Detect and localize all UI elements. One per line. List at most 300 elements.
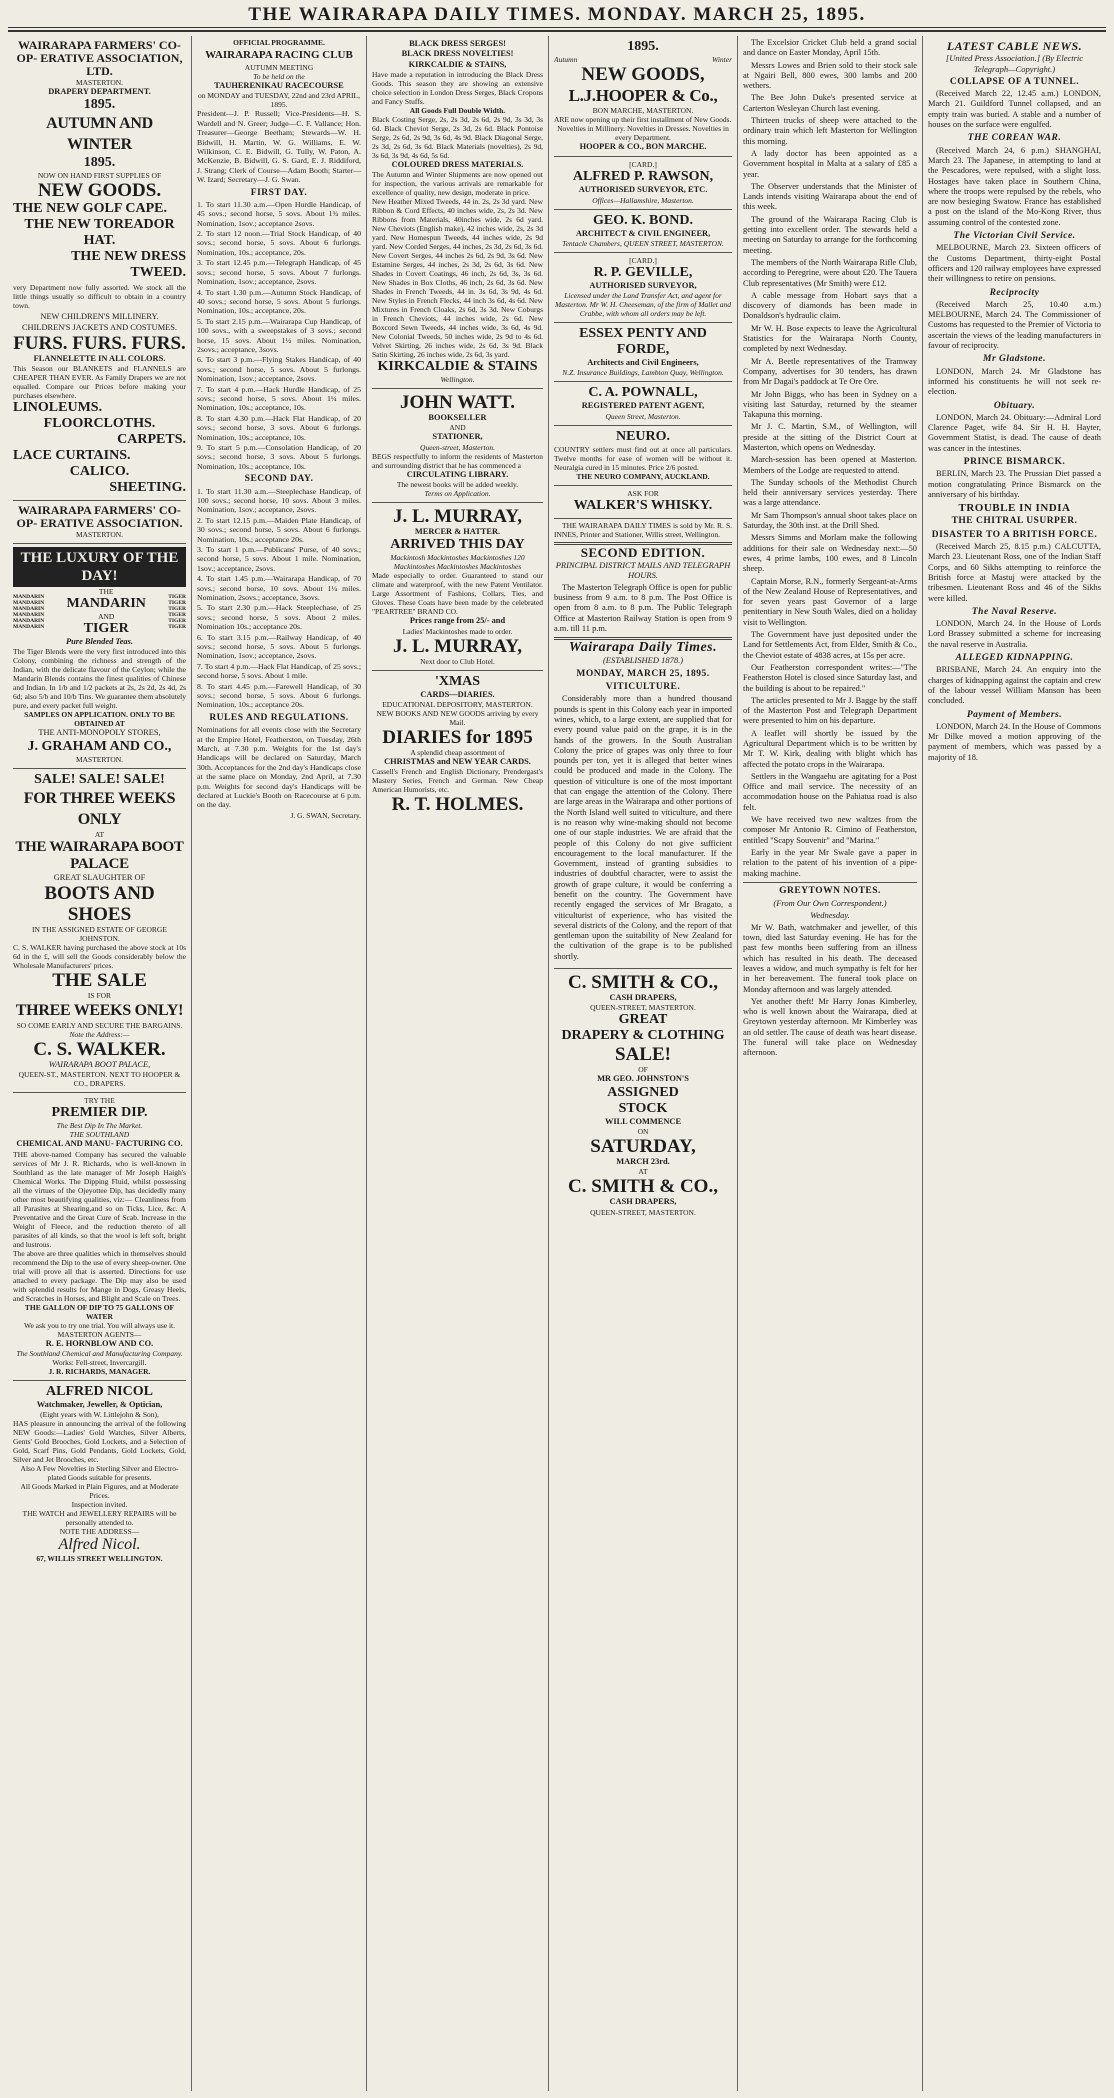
sale-text: C. S. WALKER having purchased the above stock at 10s 6d in the £, will sell the Goods considerably below the Wholesale Manufacturers' prices. <box>13 943 186 971</box>
cable-h1: COLLAPSE OF A TUNNEL. <box>949 76 1080 87</box>
cricket-item: The Excelsior Cricket Club held a grand social and dance on Easter Monday, April 15th. <box>743 38 917 58</box>
watt-stat: STATIONER, <box>432 432 483 442</box>
black-l2: BLACK DRESS NOVELTIES! <box>401 49 514 59</box>
racing-club: WAIRARAPA RACING CLUB <box>205 49 353 61</box>
racing-prog: OFFICIAL PROGRAMME. <box>233 38 325 47</box>
tiger-word: TIGER <box>168 606 186 613</box>
paper-name: Wairarapa Daily Times. <box>568 640 718 656</box>
cable-t11: LONDON, March 24. In the House of Commons Mr Dilke moved a motion approving of the payment of members, which was passed by a majority of 18. <box>928 721 1101 762</box>
farmers-coop-ad <box>13 36 186 501</box>
coop-blankets: This Season our BLANKETS and FLANNELS are CHEAPER THAN EVER. As Family Drapers we are not equalled. Compare our Prices before making your purchases elsewhere. <box>13 364 186 401</box>
card-trade: AUTHORISED SURVEYOR, <box>589 280 697 290</box>
hooper-winter: Winter <box>712 55 732 64</box>
sale-three-weeks: THREE WEEKS ONLY! <box>15 1002 184 1020</box>
xmas-head: 'XMAS <box>434 673 481 689</box>
race-item: 1. To start 11.30 a.m.—Steeplechase Handicap, of 100 sovs.; second horse, 10 sovs. About 3 miles. Nomination, 1sov.; acceptance, 2sovs. <box>197 486 361 515</box>
card-trade: ARCHITECT & CIVIL ENGINEER, <box>575 228 711 238</box>
coop-millinery: NEW CHILDREN'S MILLINERY. <box>40 312 159 322</box>
race-item: 5. To start 2.30 p.m.—Hack Steeplechase, of 25 sovs.; second horse, 5 sovs. About 2 miles. Nomination 10s.; acceptance 20s. <box>197 603 361 632</box>
times-editorial <box>554 519 732 968</box>
columns <box>8 36 1106 2091</box>
holmes-ad <box>372 671 543 820</box>
murray-trade: MERCER & HATTER. <box>414 527 501 537</box>
smith-assigned: ASSIGNED <box>607 1084 679 1100</box>
neuro-ad <box>554 426 732 486</box>
tea-text: The Tiger Blends were the very first introduced into this Colony, combining the richness and strength of the Indian, with the delicate flavour of the Ceylon; while the Mandarin Blends contains the finest qualities of Chinese and Indian. In 1/b and 1/2 packets at 2s, 2s 2d, 2s 4d, 2s 6d; also 5/b and 10/b Tins. We guarantee them absolutely pure, and every packet full weight. <box>13 647 186 711</box>
smith-drapery: DRAPERY & CLOTHING <box>561 1028 725 1044</box>
news-item: The articles presented to Mr J. Bagge by the staff of the Masterton Post and Telegraph Department were presented to him on his departure. <box>743 695 917 726</box>
cable-t10: BRISBANE, March 24. An enquiry into the charges of kidnapping against the captain and crew of the labour vessel William Manson has been concluded. <box>928 665 1101 706</box>
nicol-signature: Alfred Nicol. <box>58 1536 141 1554</box>
premier-dip-content <box>13 1093 186 1380</box>
black-list: New Heather Mixed Tweeds, 44 in. 2s, 2s 3d yard. New Ribbon & Cord Effects, 40 inches wide, 2s, 2s 3d. New Ribbons from Materials, 40inches wide, 2s 6d yard. New Cheviots (English make), 42 inches wide, 2s, 2s 3d yard. New Homespun Tweeds, 44 inches wide, 2s 9d yard. New Corded Serges, 44 inches, 2s 3d, 2s 6d, 3s 6d. New Covert Serges, 44 inches 2s 6d, 2s 9d, 3s 6d. New Estamine Serges, 44 inches, 2s 3d, 2s 6d, 3s 6d. New Shades in Covert Coatings, 46 inch, 2s 6d, 3s, 3s 6d. New Shades in Box Cloths, 46 inch, 2s 6d, 3s 6d. New Shades in French Tweeds, 44 in. 3s 6d, 3s 9d, 4s 6d. New Styles in French Flecks, 44 inch 3s 6d, 4s 6d. New Mixtures in French Cloaks, 2s 6d, 3s 3d. New Coburgs in French Cheviots, 44 inches wide, 2s 6d. New Boxcord Sewn Tweeds, 44 inches wide, 3s 6d, 4s 9d. New Colonial Tweeds, 50 inches wide, 2s 9d to 4s 6d. Velvet Skirting, 26 inches wide, 2s 6d, 3s 9d. Black Satin Skirting, 26 inches wide, 2s 6d, 3s yard. <box>372 197 543 360</box>
race-item: 2. To start 12 noon.—Trial Stock Handicap, of 40 sovs.; second horse, 5 sovs. About 6 furlongs. Nomination, 10s.; acceptance, 20s. <box>197 229 361 257</box>
professional-cards <box>554 157 732 425</box>
greytown-sub: (From Our Own Correspondent.) <box>773 898 887 909</box>
nicol-years: (Eight years with W. Littlejohn & Son), <box>40 1410 159 1420</box>
professional-card <box>554 157 732 209</box>
cable-t2: (Received March 24, 6 p.m.) SHANGHAI, March 23. The Japanese, in attempting to land at the Pescadores, were repulsed, with a slight loss. Hostages have taken place in Southern China, where the troops were repulsed by the rebels, who are now besieging Swatow. France has established a post on the island of the Mo-Kong River, thus assuming control of the contested zone. <box>928 145 1101 227</box>
smith-sale: SALE! <box>615 1044 671 1066</box>
coop-note: very Department now fully assorted. We stock all the little things usually so difficult to obtain in a country town. <box>13 283 186 311</box>
premier-price: THE GALLON OF DIP TO 75 GALLONS OF WATER <box>24 1302 175 1321</box>
nicol-note: NOTE THE ADDRESS— <box>59 1527 140 1537</box>
mandarin-tiger-ad <box>13 544 186 769</box>
premier-more: The above are three qualities which in themselves should recommend the Dip to the use of every sheep-owner. One trial will prove all that is asserted. Directions for use attached to every package. The Dip may also be used with splendid results for Mange in Dogs, Greasy Heels, and Scratches in Horses, and Blight and Scale on Trees. <box>13 1248 186 1303</box>
black-coloured: COLOURED DRESS MATERIALS. <box>391 159 524 169</box>
smith-at: AT <box>638 1167 648 1177</box>
news-item: We have received two new waltzes from the composer Mr Antonio R. Cimino of Featherston, entitled "Scapy Souvenir" and "Marina." <box>743 815 917 845</box>
card-name: ALFRED P. RAWSON, <box>572 169 714 185</box>
cable-h2: THE COREAN WAR. <box>967 133 1062 144</box>
mandarin-word: MANDARIN <box>13 600 45 607</box>
murray-arrived: ARRIVED THIS DAY <box>390 537 525 553</box>
black-items: Black Costing Serge, 2s, 2s 3d, 2s 6d, 2s 9d, 3s 3d, 3s 6d. Black Cheviot Serge, 2s 3d, 2s 6d. Black Pontoise Serge, 2s 6d, 2s 9d, 3s 6d, 4s 9d. Black Diagonal Serge, 2s 3d, 2s 6d, 3s 6d. Black Materials (novelties), 2s 9d, 3s 6d, 3s 9d, 4s 6d, 5s 6d. <box>372 114 543 160</box>
coop-childrens: CHILDREN'S JACKETS AND COSTUMES. <box>21 322 178 332</box>
premier-manager: J. R. RICHARDS, MANAGER. <box>48 1366 151 1376</box>
coop-furs: FURS. FURS. FURS. <box>13 332 186 354</box>
hooper-addr: BON MARCHE, MASTERTON. <box>592 106 694 115</box>
divider <box>743 882 917 883</box>
race-item: 6. To start 3 p.m.—Flying Stakes Handicap, of 40 sovs.; second horse, 5 sovs. About 5 furlongs. Nomination, 1sov.; acceptance, 2sovs. <box>197 355 361 384</box>
coop2-name: WAIRARAPA FARMERS' CO-OP- ERATIVE ASSOCIATION. <box>16 503 183 531</box>
card-name: R. P. GEVILLE, <box>593 264 693 280</box>
mandarin-word: MANDARIN <box>13 594 45 601</box>
cable-h3: The Victorian Civil Service. <box>953 231 1076 242</box>
column-5 <box>738 36 923 2091</box>
premier-chem: CHEMICAL AND MANU- FACTURING CO. <box>16 1139 183 1149</box>
hooper-ad <box>554 36 732 157</box>
coop2-town: MASTERTON. <box>75 530 124 540</box>
hooper-new: NEW GOODS, <box>581 64 705 85</box>
cable-head: LATEST CABLE NEWS. <box>946 39 1083 53</box>
tea-name-block <box>13 587 186 637</box>
neuro-head: NEURO. <box>615 428 671 444</box>
smith-will: WILL COMMENCE <box>604 1116 682 1126</box>
cable-t7: BERLIN, March 23. The Prussian Diet passed a motion congratulating Prince Bismarck on the anniversary of his birthday. <box>928 469 1101 499</box>
hooper-list: Novelties in Millinery. Novelties in Dresses. Novelties in every Department. <box>557 124 729 142</box>
card-address: Queen Street, Masterton. <box>605 411 681 421</box>
smith-sat: SATURDAY, <box>590 1135 696 1157</box>
mandarin-stack <box>13 594 44 630</box>
watt-ad <box>372 389 543 503</box>
cable-h5: Mr Gladstone. <box>983 354 1046 365</box>
racing-secretary: J. G. SWAN, Secretary. <box>290 810 361 820</box>
race-item: 3. To start 12.45 p.m.—Telegraph Handicap, of 45 sovs.; second horse, 5 sovs. About 7 furlongs. Nomination, 1sov.; acceptance, 2sovs. <box>197 258 361 287</box>
xmas-diaries: DIARIES for 1895 <box>382 726 533 748</box>
mails-sub: PRINCIPAL DISTRICT MAILS AND TELEGRAPH HOURS. <box>555 560 731 581</box>
card-address: Offices—Hallamshire, Masterton. <box>592 195 694 205</box>
news-item: March-session has been opened at Masterton. Members of the Lodge are requested to attend. <box>743 455 917 475</box>
coop-flannelette: FLANNELETTE IN ALL COLORS. <box>33 353 166 363</box>
xmas-edu: EDUCATIONAL DEPOSITORY, MASTERTON. <box>382 699 533 709</box>
cable-h10: ALLEGED KIDNAPPING. <box>955 653 1074 664</box>
card-name: C. A. POWNALL, <box>588 385 698 401</box>
black-l3: KIRKCALDIE & STAINS, <box>408 59 507 69</box>
news-item: Mr John Biggs, who has been in Sydney on a visiting last Saturday, returned by the steamer Takapuna this morning. <box>743 389 917 420</box>
nicol-addr: 67, WILLIS STREET WELLINGTON. <box>36 1554 163 1564</box>
xmas-new: NEW BOOKS AND NEW GOODS arriving by every Mail. <box>376 708 539 727</box>
cable-h6: Obituary. <box>993 400 1036 411</box>
xmas-text: Cassell's French and English Dictionary, Prendergast's Mastery Series, French and German. New Cheap American Humorists, etc. <box>372 767 543 795</box>
news-item: A leaflet will shortly be issued by the Agricultural Department which is to be written by Mr T. W. Kirk, dealing with blight which has affected the potato crops in the Wairarapa. <box>743 728 917 769</box>
greytown-day: Wednesday. <box>810 910 850 921</box>
smith-date: MARCH 23rd. <box>616 1156 670 1166</box>
tiger-word: TIGER <box>168 624 186 631</box>
cable-h9: The Naval Reserve. <box>971 606 1058 617</box>
smith-of: OF <box>638 1065 648 1075</box>
smith-stock: STOCK <box>618 1100 668 1116</box>
racing-rules: Nominations for all events close with the Secretary at the Empire Hotel, Featherston, on Tuesday, 26th March, at 7.30 p.m. Weights for the 1st day's Handicaps will be declared on Saturday, March 30th. Acceptances for the 2nd day's Handicaps close at the same place on Monday, 2nd April, at 7.30 p.m. Weights for second day's Handicaps will be declared at Luckie's Booth on Racecourse at 6 p.m. on the day. <box>197 725 361 810</box>
professional-card <box>554 323 732 382</box>
news-item: The Bee John Duke's presented service at Carterton Wesleyan Church last evening. <box>743 93 917 113</box>
cable-t5: LONDON, March 24. Mr Gladstone has informed his constituents he will not seek re-election. <box>928 366 1101 397</box>
sale-cry: SALE! SALE! SALE! <box>34 771 165 787</box>
murray-stock: Mackintosh Mackintoshes Mackintoshes 120 Mackintoshes Mackintoshes Mackintoshes <box>390 553 525 572</box>
race-item: 9. To start 5 p.m.—Consolation Handicap, of 20 sovs.; second horse, 3 sovs. About 5 furlongs. Nomination, 10s.; acceptance, 10s. <box>197 443 361 471</box>
masthead-title: THE WAIRARAPA DAILY TIMES. MONDAY. MARCH 25, 1895. <box>248 4 866 25</box>
premier-agent-sub: The Southland Chemical and Manufacturing Company. <box>16 1348 183 1358</box>
mandarin-word: MANDARIN <box>13 624 45 631</box>
hooper-text: ARE now opening up their first installment of New Goods. <box>554 115 732 124</box>
tea-tiger: TIGER <box>83 621 129 637</box>
nicol-ad <box>13 1380 186 1567</box>
column-6 <box>923 36 1106 2091</box>
nicol-trade: Watchmaker, Jeweller, & Optician, <box>36 1399 163 1409</box>
coop-floorcloths: FLOORCLOTHS. <box>43 416 156 432</box>
racing-dates: on MONDAY and TUESDAY, 22nd and 23rd APRIL, 1895. <box>197 91 361 110</box>
murray-prices: Prices range from 25/- and <box>409 616 506 626</box>
card-tag: [CARD.] <box>629 160 657 170</box>
second-day-list <box>197 487 361 710</box>
news-item: Our Featherston correspondent writes:—"The Featherston Hotel is closed since Saturday last, and the building is about to be repaired." <box>743 662 917 693</box>
first-day-list <box>197 200 361 471</box>
murray-name: J. L. MURRAY, <box>393 506 522 528</box>
mandarin-word: MANDARIN <box>13 618 45 625</box>
black-more: The Autumn and Winter Shipments are now opened out for inspection, the various arrivals are remarkable for excellence of quality, new design, moderate in price. <box>372 170 543 198</box>
cable-t3: MELBOURNE, March 23. Sixteen officers of the Customs Department, thirty-eight Postal officers and 120 railway employees have expressed their willingness to retire on pensions. <box>928 243 1101 284</box>
neuro-firm: THE NEURO COMPANY, AUCKLAND. <box>576 471 710 481</box>
racing-second-day: SECOND DAY. <box>244 474 314 485</box>
news-list <box>743 61 917 879</box>
race-item: 4. To start 1.30 p.m.—Autumn Stock Handicap, of 40 sovs.; second horse, 5 sovs. About 5 furlongs. Nomination, 10s.; acceptance, 20s. <box>197 287 361 316</box>
paper-established: (ESTABLISHED 1878.) <box>602 655 684 666</box>
greytown-head: GREYTOWN NOTES. <box>779 885 881 896</box>
luxury-heading: THE LUXURY OF THE DAY! <box>13 547 186 587</box>
premier-dip-ad <box>13 1093 186 1567</box>
nicol-repairs: THE WATCH and JEWELLERY REPAIRS will be personally attended to. <box>22 1509 177 1528</box>
professional-card <box>554 382 732 425</box>
greytown-text: Mr W. Bath, watchmaker and jeweller, of this town, died last Saturday evening. He has for the past few months been suffering from an illness which has resulted in his death. The deceased leaves a widow, and much sympathy is felt for her in her bereavement. The funeral took place on Monday afternoon and was largely attended. <box>743 922 917 994</box>
col1-bottom <box>13 1093 186 1567</box>
coop-year-2: 1895. <box>83 155 116 171</box>
watt-text: BEGS respectfully to inform the residents of Masterton and surrounding district that he has commenced a <box>372 451 543 470</box>
sale-addr: QUEEN-ST., MASTERTON. NEXT TO HOOPER & CO., DRAPERS. <box>18 1070 181 1089</box>
card-address: Licensed under the Land Transfer Act, and agent for Masterton. Mr W. H. Cheeseman, of the firm of Mallet and Crabbe, with whom all orders may be left. <box>555 291 731 319</box>
news-item: Mr W. H. Bose expects to leave the Agricultural Statistics for the Wairarapa North County, completed by next Wednesday. <box>743 323 917 354</box>
xmas-holmes: R. T. HOLMES. <box>391 794 524 816</box>
boot-palace-ad <box>13 769 186 1094</box>
cable-t6: LONDON, March 24. Obituary:—Admiral Lord Clarence Paget, wife 84. Sir H. H. Hayter, Government Statist, is dead. The cause of death was cancer in the intestines. <box>928 412 1101 453</box>
racing-first-day: FIRST DAY. <box>250 187 308 198</box>
coop-name: WAIRARAPA FARMERS' CO-OP- ERATIVE ASSOCIATION, LTD. <box>16 38 183 78</box>
column-4 <box>549 36 738 2091</box>
premier-ask: We ask you to try one trial. You will always use it. <box>23 1320 176 1330</box>
coop-goods: NEW GOODS. <box>37 180 162 202</box>
paper-date: MONDAY, MARCH 25, 1895. <box>576 668 710 679</box>
cable-h8: TROUBLE IN INDIA <box>958 502 1071 515</box>
coop-sheeting: SHEETING. <box>109 480 186 496</box>
murray-ad <box>372 503 543 671</box>
news-item: The members of the North Wairarapa Rifle Club, according to Peregrine, were about £20. The Tauera Club representatives (Mr Smith) were £12. <box>743 257 917 288</box>
race-item: 3. To start 1 p.m.—Publicans' Purse, of 40 sovs.; second horse, 5 sovs. About 1 mile. Nomination, 1sov.; acceptance, 2sovs. <box>197 544 361 573</box>
hooper-autumn: Autumn <box>554 55 578 64</box>
watt-lib: CIRCULATING LIBRARY. <box>406 469 509 479</box>
black-all: All Goods Full Double Width. <box>409 105 506 115</box>
masthead-rule <box>8 27 1106 32</box>
race-item: 5. To start 2.15 p.m.—Wairarapa Cup Handicap, of 100 sovs., with a sweepstakes of 3 sovs.; second horse, 15 sovs. About 1½ miles. Nomination, 2sovs.; acceptance, 3sovs. <box>197 316 361 354</box>
tea-mandarin: MANDARIN <box>66 596 146 612</box>
farmers-coop-ad-2 <box>13 501 186 544</box>
watt-addr: Queen-street, Masterton. <box>420 442 495 452</box>
premier-text: THE above-named Company has secured the valuable services of Mr J. R. Richards, who is well-known in Southland as the late manager of Mr Joseph Haigh's Chemical Works. The Dipping Fluid, whilst possessing all the virtues of the Ojeyottee Dip, has decidedly many other most beautifying qualities, viz:— Cleanliness from all Parasites at Shearing,and so on Ticks, Lice, &c. A Preventative and the Great Cure of Scab. Increase in the Weight of Fleece, and the reduction thereto of all parasites of all kinds, so that the wool is left soft, bright and lustrous. <box>13 1149 186 1249</box>
watt-books: The newest books will be added weekly. <box>396 480 519 490</box>
neuro-text: COUNTRY settlers must find out at once all particulars. Twelve months for ease of women will be without it. Neuralgia cured in 15 minutes. Price 2/6 posted. <box>554 444 732 472</box>
racing-officers: President—J. P. Russell; Vice-Presidents—H. S. Wardell and N. Greer; Judge—C. F. Vallance; Hon. Treasurer—George Beetham; Stewards—W. H. Bidwill, H. Martin, W. G. Williams, E. W. Wilkinson, C. E. Bidwill, G. Tully, W. Paton, A. McKenzie, B. Bidwill, G. S. Gard, E. J. Riddiford, J. Strang; Clerk of Course—Adam Booth; Starter—W. Izard; Secretary—J. G. Swan. <box>197 109 361 185</box>
news-item: Mr J. C. Martin, S.M., of Wellington, will preside at the sitting of the District Court at Masterton, which opens on Wednesday. <box>743 422 917 452</box>
coop-now: NOW ON HAND FIRST SUPPLIES OF <box>37 171 162 181</box>
smith-trade-2: CASH DRAPERS, <box>609 1197 677 1207</box>
sale-great: GREAT SLAUGHTER OF <box>53 872 146 882</box>
xmas-splendid: A splendid cheap assortment of <box>410 747 505 757</box>
black-l1: BLACK DRESS SERGES! <box>409 39 506 48</box>
sale-palace: THE WAIRARAPA BOOT PALACE <box>15 838 184 872</box>
cable-t1: (Received March 22, 12.45 a.m.) LONDON, March 21. Guildford Tunnel collapsed, and an empty train was buried. A stable and a number of houses on the surface were engulfed. <box>928 89 1101 130</box>
premier-agents: MASTERTON AGENTS— <box>57 1329 142 1339</box>
black-text: Have made a reputation in introducing the Black Dress Goods. This season they are showing an extensive choice selection in London Dress Serges, Black Cropons and Fancy Stuffs. <box>372 69 543 106</box>
card-name: ESSEX PENTY AND FORDE, <box>579 326 707 358</box>
viticulture-head: VITICULTURE. <box>605 682 681 693</box>
card-trade: Architects and Civil Engineers, <box>587 358 699 368</box>
coop-calico: CALICO. <box>69 464 130 480</box>
smith-addr-2: QUEEN-STREET, MASTERTON. <box>590 1207 696 1217</box>
racing-meet: AUTUMN MEETING <box>244 63 314 72</box>
news-item: Messrs Simms and Morlam make the following additions for their sale on Wednesday next:—50 ewes, 4 prime lambs, 100 ewes, and 8 Lincoln sheep. <box>743 533 917 574</box>
times-ad: THE WAIRARAPA DAILY TIMES is sold by Mr. R. S. INNES, Printer and Stationer, Willis street, Wellington. <box>554 520 732 539</box>
hooper-year: 1895. <box>627 39 659 54</box>
murray-ladies: Ladies' Mackintoshes made to order. <box>402 626 513 636</box>
cable-news <box>928 36 1101 769</box>
tea-town: MASTERTON. <box>75 754 124 764</box>
premier-works: Works: Fell-street, Invercargill. <box>52 1357 147 1367</box>
premier-the: THE SOUTHLAND <box>69 1130 130 1140</box>
card-tag: [CARD.] <box>629 255 657 265</box>
mandarin-word: MANDARIN <box>13 612 45 619</box>
column-3 <box>367 36 549 2091</box>
tea-stores: THE ANTI-MONOPOLY STORES, <box>38 728 161 738</box>
cable-sub: [United Press Association.] (By Electric Telegraph—Copyright.) <box>945 53 1084 74</box>
cable-t9: LONDON, March 24. In the House of Lords Lord Brassey submitted a scheme for increasing the naval reserve in Australia. <box>928 619 1101 649</box>
sale-at: AT <box>94 829 105 839</box>
coop-town: MASTERTON. <box>75 78 124 87</box>
black-firm: KIRKCALDIE & STAINS <box>377 359 538 375</box>
tea-sub: Pure Blended Teas. <box>66 637 133 647</box>
coop-lino: LINOLEUMS. <box>13 400 103 416</box>
smith-firm: C. SMITH & CO., <box>568 1176 718 1198</box>
premier-agent: R. E. HORNBLOW AND CO. <box>45 1338 154 1348</box>
sale-estate: IN THE ASSIGNED ESTATE OF GEORGE JOHNSTON. <box>32 925 167 944</box>
race-item: 8. To start 4.45 p.m.—Farewell Handicap, of 30 sovs.; second horse, 5 sovs. About 6 furlongs. Nomination, 10s.; acceptance 20s. <box>197 681 361 710</box>
nicol-text: HAS pleasure in announcing the arrival of the following NEW Goods:—Ladies' Gold Watches, Silver Alberts, Gents' Gold Brooches, Gold Lockets, and a Selection of Gold, Scarf Pins, Gold Pendants, Gold Lockets, Gold, Silver and Jet Brooches, etc. <box>13 1419 186 1465</box>
cable-h8b: THE CHITRAL USURPER. <box>951 516 1078 527</box>
nicol-name: ALFRED NICOL <box>46 1383 153 1399</box>
whisky-name: WALKER'S WHISKY. <box>573 497 713 513</box>
tiger-stack <box>168 594 186 630</box>
news-item: The Observer understands that the Minister of Lands intends visiting Wairarapa about the end of this week. <box>743 181 917 212</box>
racing-held: To be held on the <box>253 72 305 81</box>
news-item: Thirteen trucks of sheep were attached to the ordinary train which left Masterton for Wellington this morning. <box>743 116 917 146</box>
racing-course: TAUHERENIKAU RACECOURSE <box>214 81 344 90</box>
race-item: 1. To start 11.30 a.m.—Open Hurdle Handicap, of 45 sovs.; second horse, 5 sovs. About 1¾ miles. Nomination, 1sov.; acceptance 2sovs. <box>197 199 361 228</box>
tiger-word: TIGER <box>168 612 186 619</box>
coop-lace: LACE CURTAINS. <box>13 448 131 464</box>
nicol-also: Also A Few Novelties in Sterling Silver and Electro-plated Goods suitable for presents. <box>20 1464 179 1483</box>
news-item: Mr A. Beetle representatives of the Tramway Company, advertises for 30 tenders, has drawn from Mr Dagai's paddock at Te Ore Ore. <box>743 356 917 387</box>
premier-name: PREMIER DIP. <box>51 1105 148 1121</box>
news-item: Settlers in the Wangaehu are agitating for a Post Office and mail service. The necessity of an accommodation house on the Pahiatua road is also felt. <box>743 771 917 812</box>
news-item: A cable message from Hobart says that a discovery of diamonds has been made in Donaldson's hydraulic claim. <box>743 290 917 321</box>
coop-cape: THE NEW GOLF CAPE. <box>13 201 168 217</box>
cable-t4: (Received March 25, 10.40 a.m.) MELBOURNE, March 24. The Commissioner of Customs has requested to the Premier of Victoria to ascertain the views of the leading manufacturers in favour of reciprocity. <box>928 299 1101 351</box>
smith-addr: QUEEN-STREET, MASTERTON. <box>590 1003 696 1013</box>
sale-walker: C. S. WALKER. <box>33 1039 166 1061</box>
professional-card <box>554 210 732 253</box>
premier-best: The Best Dip In The Market. <box>56 1121 143 1131</box>
sale-three: FOR THREE WEEKS ONLY <box>23 789 176 828</box>
murray-next: Next door to Club Hotel. <box>420 656 495 666</box>
cable-h7: PRINCE BISMARCK. <box>963 456 1066 467</box>
sale-the-sale: THE SALE <box>52 970 147 992</box>
greytown-more: Yet another theft! Mr Harry Jonas Kimberley, who is well known about the Wairarapa, died at Greytown yesterday afternoon. Mr Kimberley was an old settler. The cause of death was heart disease. The funeral will take place on Wednesday afternoon. <box>743 996 917 1058</box>
tiger-word: TIGER <box>168 600 186 607</box>
local-news <box>743 36 917 1065</box>
news-item: The Government have just deposited under the Land for Settlements Act, from Elder, Smith & Co., the Cheviot estate of 4838 acres, at 15s per acre. <box>743 630 917 660</box>
whisky-ad <box>554 486 732 519</box>
card-address: N.Z. Insurance Buildings, Lambton Quay, Wellington. <box>562 368 724 378</box>
cable-h4: Reciprocity <box>989 287 1040 298</box>
column-1 <box>8 36 192 2091</box>
nicol-goods: All Goods Marked in Plain Figures, and at Moderate Prices. <box>20 1482 179 1501</box>
race-item: 2. To start 12.15 p.m.—Maiden Plate Handicap, of 30 sovs.; second horse, 5 sovs. About 6 furlongs. Nomination, 10s.; acceptance 20s. <box>197 515 361 544</box>
sale-so-come: SO COME EARLY AND SECURE THE BARGAINS. <box>16 1021 183 1031</box>
mails-text: The Masterton Telegraph Office is open for public business from 9 a.m. to 8 p.m. The Post Office is open from 8 a.m. to 8 p.m. The Public Telegraph Office at Masterton Railway Station is open from 9 a.m. till 11 p.m. <box>554 582 732 633</box>
news-item: Mr Sam Thompson's annual shoot takes place on Saturday, the 30th inst. at the Drill Shed. <box>743 510 917 531</box>
smith-name: C. SMITH & CO., <box>568 972 718 994</box>
tea-and: AND <box>98 612 115 622</box>
race-item: 4. To start 1.45 p.m.—Wairarapa Handicap, of 70 sovs.; second horse, 10 sovs. About 1¼ miles. Nomination, 2sovs.; acceptance, 3sovs. <box>197 574 361 602</box>
card-address: Tentacle Chambers, QUEEN STREET, MASTERTON. <box>562 238 724 248</box>
sale-boots: BOOTS AND SHOES <box>44 883 155 926</box>
murray-name-2: J. L. MURRAY, <box>393 635 522 657</box>
coop-dept: DRAPERY DEPARTMENT. <box>48 87 151 96</box>
whisky-ask: ASK FOR <box>627 488 659 498</box>
cable-h11: Payment of Members. <box>966 709 1063 720</box>
professional-card <box>554 253 732 323</box>
coop-hat: THE NEW TOREADOR HAT. <box>24 217 175 249</box>
watt-trade: BOOKSELLER <box>428 413 487 423</box>
hooper-firm: HOOPER & CO., BON MARCHE. <box>579 142 707 151</box>
tea-samples: SAMPLES ON APPLICATION. ONLY TO BE OBTAINED AT <box>24 710 175 729</box>
nicol-insp: Inspection invited. <box>71 1500 128 1510</box>
smith-great: GREAT <box>618 1012 668 1028</box>
second-edition: SECOND EDITION. <box>580 544 706 560</box>
cable-h8c: DISASTER TO A BRITISH FORCE. <box>931 529 1098 540</box>
news-item: Messrs Lowes and Brien sold to their stock sale at Ngairi Bell, 800 ewes, 300 lambs and 200 wethers. <box>743 60 917 91</box>
smith-on: ON <box>637 1126 649 1136</box>
tea-firm: J. GRAHAM AND CO., <box>27 738 172 754</box>
racing-rules-head: RULES AND REGULATIONS. <box>209 712 349 723</box>
news-item: Captain Morse, R.N., formerly Sergeant-at-Arms of the New Zealand House of Representatives, and for seven years past Governor of a large penitentiary in New South Wales, died on a holiday visit to Wellington. <box>743 576 917 627</box>
kirkcaldie-ad <box>372 36 543 389</box>
smith-trade: CASH DRAPERS, <box>609 993 677 1003</box>
news-item: The Sunday schools of the Methodist Church held their anniversary services yesterday. There was a large attendance. <box>743 477 917 508</box>
tea-names <box>67 587 146 637</box>
race-item: 8. To start 4.30 p.m.—Hack Flat Handicap, of 20 sovs.; second horse, 3 sovs. About 6 furlongs. Nomination, 10s.; acceptance, 10s. <box>197 413 361 442</box>
xmas-christmas: CHRISTMAS and NEW YEAR CARDS. <box>384 756 531 766</box>
race-item: 6. To start 3.15 p.m.—Railway Handicap, of 40 sovs.; second horse, 5 sovs. About 5 furlongs. Nomination, 1sov.; acceptance, 2sovs. <box>197 632 361 661</box>
news-item: A lady doctor has been appointed as a Government hospital in Malta at a salary of £85 a year. <box>743 148 917 179</box>
viticulture-body: Considerably more than a hundred thousand pounds is spent in this Colony each year in imported wines, which, to a large extent, are supplied that for every pound value paid on the grape, it is in the hands of the growers. In the South Australian Colony the price of grapes was only three to four pounds per ton, yet it is alleged that better wines could be produced and made in the Colony. The question of viticulture is one of the most important that can engage the attention of the Colony. There are large areas in the Wairarapa and other portions of the North Island well suited to viticulture, and there is no reason why wine-making should not become one of our staple industries. We are afraid that the people of this Colony do not give sufficient encouragement to the local manufacturer. If the Government, instead of granting subsidies to industries of doubtful character, were to assist the growth of grape culture, it would be conferring a benefit on the country. The Government have recently engaged the services of Mr Bragato, a viticulturist of experience, who has visited the several districts of the Colony, and the report of that gentleman upon the suitability of New Zealand for the cultivation of the grape is to be published shortly. <box>554 694 732 961</box>
black-town: Wellington. <box>440 375 475 385</box>
hooper-name: L.J.HOOPER & Co., <box>568 86 718 105</box>
hooper-seasons <box>554 55 732 64</box>
tea-the: THE <box>98 587 114 597</box>
sale-address-label: Note the Address:— <box>69 1030 130 1040</box>
smith-johnston: MR GEO. JOHNSTON'S <box>597 1074 689 1084</box>
coop-year: 1895. <box>83 97 116 113</box>
column-2 <box>192 36 367 2091</box>
card-trade: AUTHORISED SURVEYOR, ETC. <box>578 185 708 195</box>
xmas-cards: CARDS—DIARIES. <box>420 689 495 699</box>
premier-try: TRY THE <box>84 1096 115 1106</box>
card-trade: REGISTERED PATENT AGENT, <box>581 401 705 411</box>
murray-text: Made especially to order. Guaranteed to stand our climate and waterproof, with the new Patent Ventilator. Large Assortment of Fashions, Collars, Ties, and Gloves. These Coats have been made by the celebrated "PEARTREE" BRAND CO. <box>372 571 543 617</box>
mandarin-word: MANDARIN <box>13 606 45 613</box>
watt-terms: Terms on Application. <box>424 489 491 499</box>
sale-is-for: IS FOR <box>87 991 112 1001</box>
smith-ad <box>554 968 732 1220</box>
watt-name: JOHN WATT. <box>399 392 516 414</box>
